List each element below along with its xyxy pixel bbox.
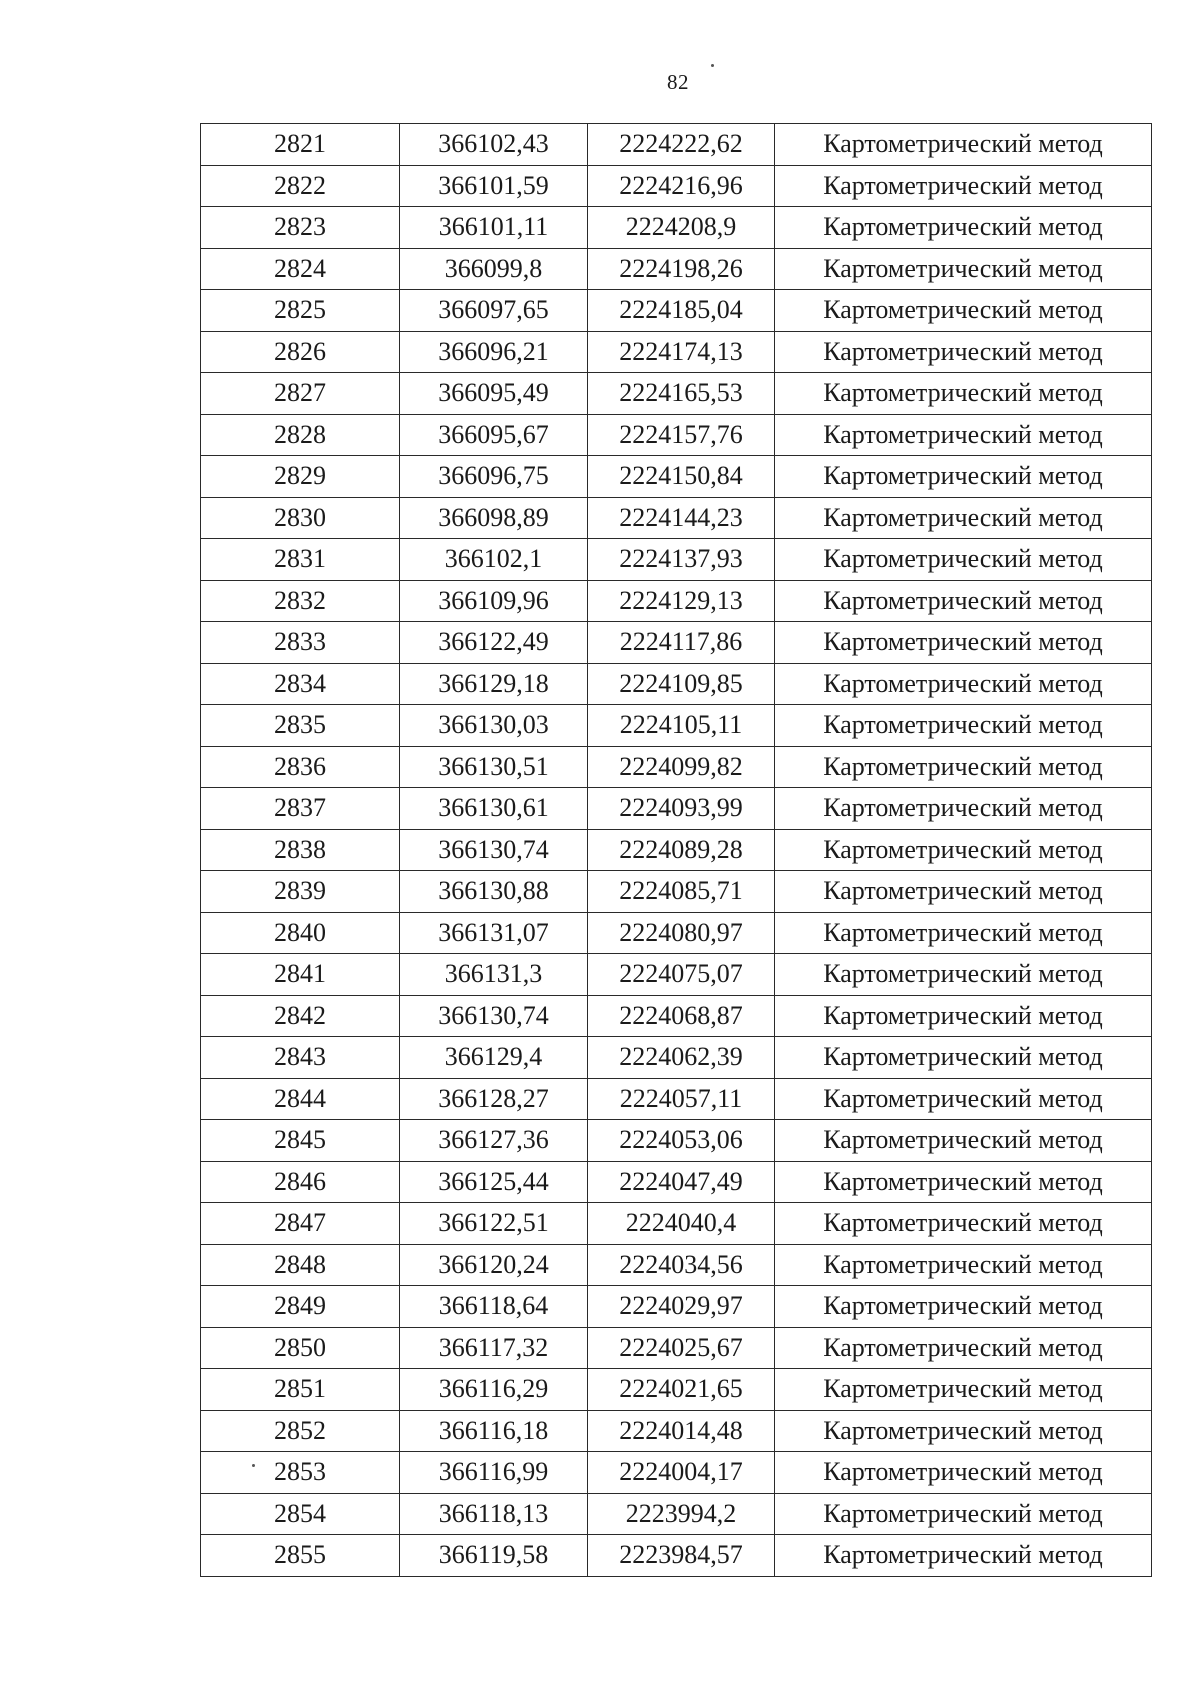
point-number-cell: 2836: [201, 746, 400, 788]
point-number-cell: 2845: [201, 1120, 400, 1162]
x-coordinate-cell: 366130,03: [400, 705, 588, 747]
coordinates-table-body: [201, 124, 1152, 1577]
point-number-cell: 2832: [201, 580, 400, 622]
x-coordinate-cell: 366109,96: [400, 580, 588, 622]
method-cell: Картометрический метод: [775, 746, 1152, 788]
y-coordinate-cell: 2224057,11: [588, 1078, 775, 1120]
table-row: [201, 290, 1152, 332]
point-number-cell: 2835: [201, 705, 400, 747]
method-cell: Картометрический метод: [775, 497, 1152, 539]
y-coordinate-cell: 2224157,76: [588, 414, 775, 456]
x-coordinate-cell: 366130,51: [400, 746, 588, 788]
x-coordinate-cell: 366129,18: [400, 663, 588, 705]
table-row: [201, 1452, 1152, 1494]
x-coordinate-cell: 366130,88: [400, 871, 588, 913]
y-coordinate-cell: 2224129,13: [588, 580, 775, 622]
method-cell: Картометрический метод: [775, 705, 1152, 747]
point-number-cell: 2826: [201, 331, 400, 373]
y-coordinate-cell: 2224089,28: [588, 829, 775, 871]
x-coordinate-cell: 366096,21: [400, 331, 588, 373]
point-number-cell: 2823: [201, 207, 400, 249]
method-cell: Картометрический метод: [775, 1535, 1152, 1577]
x-coordinate-cell: 366116,18: [400, 1410, 588, 1452]
scan-speck: [711, 64, 714, 67]
y-coordinate-cell: 2224222,62: [588, 124, 775, 166]
y-coordinate-cell: 2223984,57: [588, 1535, 775, 1577]
method-cell: Картометрический метод: [775, 954, 1152, 996]
y-coordinate-cell: 2224021,65: [588, 1369, 775, 1411]
table-row: [201, 912, 1152, 954]
y-coordinate-cell: 2224105,11: [588, 705, 775, 747]
table-row: [201, 373, 1152, 415]
x-coordinate-cell: 366125,44: [400, 1161, 588, 1203]
point-number-cell: 2831: [201, 539, 400, 581]
point-number-cell: 2827: [201, 373, 400, 415]
y-coordinate-cell: 2224150,84: [588, 456, 775, 498]
x-coordinate-cell: 366101,11: [400, 207, 588, 249]
table-row: [201, 746, 1152, 788]
x-coordinate-cell: 366116,99: [400, 1452, 588, 1494]
x-coordinate-cell: 366131,07: [400, 912, 588, 954]
y-coordinate-cell: 2224093,99: [588, 788, 775, 830]
y-coordinate-cell: 2224099,82: [588, 746, 775, 788]
method-cell: Картометрический метод: [775, 1369, 1152, 1411]
method-cell: Картометрический метод: [775, 456, 1152, 498]
x-coordinate-cell: 366095,49: [400, 373, 588, 415]
point-number-cell: 2839: [201, 871, 400, 913]
method-cell: Картометрический метод: [775, 912, 1152, 954]
x-coordinate-cell: 366129,4: [400, 1037, 588, 1079]
point-number-cell: 2825: [201, 290, 400, 332]
table-row: [201, 124, 1152, 166]
y-coordinate-cell: 2224117,86: [588, 622, 775, 664]
point-number-cell: 2849: [201, 1286, 400, 1328]
point-number-cell: 2843: [201, 1037, 400, 1079]
y-coordinate-cell: 2224029,97: [588, 1286, 775, 1328]
method-cell: Картометрический метод: [775, 580, 1152, 622]
x-coordinate-cell: 366118,64: [400, 1286, 588, 1328]
point-number-cell: 2844: [201, 1078, 400, 1120]
point-number-cell: 2830: [201, 497, 400, 539]
point-number-cell: 2824: [201, 248, 400, 290]
x-coordinate-cell: 366099,8: [400, 248, 588, 290]
table-row: [201, 1286, 1152, 1328]
point-number-cell: 2846: [201, 1161, 400, 1203]
x-coordinate-cell: 366119,58: [400, 1535, 588, 1577]
method-cell: Картометрический метод: [775, 788, 1152, 830]
point-number-cell: 2841: [201, 954, 400, 996]
table-row: [201, 456, 1152, 498]
point-number-cell: 2840: [201, 912, 400, 954]
x-coordinate-cell: 366128,27: [400, 1078, 588, 1120]
y-coordinate-cell: 2224053,06: [588, 1120, 775, 1162]
y-coordinate-cell: 2224080,97: [588, 912, 775, 954]
method-cell: Картометрический метод: [775, 1161, 1152, 1203]
table-row: [201, 954, 1152, 996]
method-cell: Картометрический метод: [775, 414, 1152, 456]
method-cell: Картометрический метод: [775, 995, 1152, 1037]
x-coordinate-cell: 366116,29: [400, 1369, 588, 1411]
method-cell: Картометрический метод: [775, 1286, 1152, 1328]
table-row: [201, 207, 1152, 249]
table-row: [201, 1120, 1152, 1162]
method-cell: Картометрический метод: [775, 622, 1152, 664]
point-number-cell: 2822: [201, 165, 400, 207]
point-number-cell: 2852: [201, 1410, 400, 1452]
y-coordinate-cell: 2224137,93: [588, 539, 775, 581]
x-coordinate-cell: 366118,13: [400, 1493, 588, 1535]
point-number-cell: 2833: [201, 622, 400, 664]
method-cell: Картометрический метод: [775, 373, 1152, 415]
x-coordinate-cell: 366101,59: [400, 165, 588, 207]
x-coordinate-cell: 366122,51: [400, 1203, 588, 1245]
y-coordinate-cell: 2223994,2: [588, 1493, 775, 1535]
table-row: [201, 1369, 1152, 1411]
method-cell: Картометрический метод: [775, 1244, 1152, 1286]
y-coordinate-cell: 2224174,13: [588, 331, 775, 373]
x-coordinate-cell: 366098,89: [400, 497, 588, 539]
table-row: [201, 1493, 1152, 1535]
method-cell: Картометрический метод: [775, 1493, 1152, 1535]
method-cell: Картометрический метод: [775, 1410, 1152, 1452]
table-row: [201, 331, 1152, 373]
table-row: [201, 1535, 1152, 1577]
y-coordinate-cell: 2224034,56: [588, 1244, 775, 1286]
point-number-cell: 2834: [201, 663, 400, 705]
y-coordinate-cell: 2224075,07: [588, 954, 775, 996]
y-coordinate-cell: 2224198,26: [588, 248, 775, 290]
point-number-cell: 2838: [201, 829, 400, 871]
table-row: [201, 248, 1152, 290]
table-row: [201, 165, 1152, 207]
y-coordinate-cell: 2224144,23: [588, 497, 775, 539]
y-coordinate-cell: 2224004,17: [588, 1452, 775, 1494]
x-coordinate-cell: 366131,3: [400, 954, 588, 996]
coordinates-table: [200, 123, 1152, 1577]
point-number-cell: 2848: [201, 1244, 400, 1286]
x-coordinate-cell: 366120,24: [400, 1244, 588, 1286]
x-coordinate-cell: 366130,74: [400, 995, 588, 1037]
method-cell: Картометрический метод: [775, 1203, 1152, 1245]
table-row: [201, 663, 1152, 705]
y-coordinate-cell: 2224208,9: [588, 207, 775, 249]
table-row: [201, 995, 1152, 1037]
x-coordinate-cell: 366122,49: [400, 622, 588, 664]
x-coordinate-cell: 366117,32: [400, 1327, 588, 1369]
point-number-cell: 2821: [201, 124, 400, 166]
table-row: [201, 1037, 1152, 1079]
y-coordinate-cell: 2224040,4: [588, 1203, 775, 1245]
method-cell: Картометрический метод: [775, 331, 1152, 373]
table-row: [201, 1410, 1152, 1452]
point-number-cell: 2837: [201, 788, 400, 830]
point-number-cell: 2850: [201, 1327, 400, 1369]
table-row: [201, 1078, 1152, 1120]
table-row: [201, 829, 1152, 871]
table-row: [201, 1161, 1152, 1203]
method-cell: Картометрический метод: [775, 207, 1152, 249]
x-coordinate-cell: 366096,75: [400, 456, 588, 498]
method-cell: Картометрический метод: [775, 829, 1152, 871]
y-coordinate-cell: 2224085,71: [588, 871, 775, 913]
point-number-cell: 2855: [201, 1535, 400, 1577]
table-row: [201, 580, 1152, 622]
method-cell: Картометрический метод: [775, 1327, 1152, 1369]
table-row: [201, 705, 1152, 747]
table-row: [201, 788, 1152, 830]
table-row: [201, 497, 1152, 539]
method-cell: Картометрический метод: [775, 1078, 1152, 1120]
x-coordinate-cell: 366102,43: [400, 124, 588, 166]
method-cell: Картометрический метод: [775, 663, 1152, 705]
method-cell: Картометрический метод: [775, 290, 1152, 332]
method-cell: Картометрический метод: [775, 539, 1152, 581]
table-row: [201, 1203, 1152, 1245]
page-number: 82: [667, 70, 689, 94]
point-number-cell: 2842: [201, 995, 400, 1037]
x-coordinate-cell: 366130,61: [400, 788, 588, 830]
y-coordinate-cell: 2224109,85: [588, 663, 775, 705]
y-coordinate-cell: 2224165,53: [588, 373, 775, 415]
x-coordinate-cell: 366095,67: [400, 414, 588, 456]
table-row: [201, 1244, 1152, 1286]
point-number-cell: 2854: [201, 1493, 400, 1535]
x-coordinate-cell: 366130,74: [400, 829, 588, 871]
method-cell: Картометрический метод: [775, 248, 1152, 290]
x-coordinate-cell: 366127,36: [400, 1120, 588, 1162]
point-number-cell: 2851: [201, 1369, 400, 1411]
point-number-cell: 2853: [201, 1452, 400, 1494]
y-coordinate-cell: 2224068,87: [588, 995, 775, 1037]
y-coordinate-cell: 2224025,67: [588, 1327, 775, 1369]
y-coordinate-cell: 2224185,04: [588, 290, 775, 332]
y-coordinate-cell: 2224062,39: [588, 1037, 775, 1079]
x-coordinate-cell: 366097,65: [400, 290, 588, 332]
point-number-cell: 2828: [201, 414, 400, 456]
point-number-cell: 2847: [201, 1203, 400, 1245]
method-cell: Картометрический метод: [775, 124, 1152, 166]
x-coordinate-cell: 366102,1: [400, 539, 588, 581]
y-coordinate-cell: 2224014,48: [588, 1410, 775, 1452]
table-row: [201, 539, 1152, 581]
y-coordinate-cell: 2224216,96: [588, 165, 775, 207]
table-row: [201, 871, 1152, 913]
method-cell: Картометрический метод: [775, 1452, 1152, 1494]
table-row: [201, 414, 1152, 456]
y-coordinate-cell: 2224047,49: [588, 1161, 775, 1203]
table-row: [201, 622, 1152, 664]
method-cell: Картометрический метод: [775, 1120, 1152, 1162]
point-number-cell: 2829: [201, 456, 400, 498]
method-cell: Картометрический метод: [775, 1037, 1152, 1079]
method-cell: Картометрический метод: [775, 871, 1152, 913]
method-cell: Картометрический метод: [775, 165, 1152, 207]
table-row: [201, 1327, 1152, 1369]
